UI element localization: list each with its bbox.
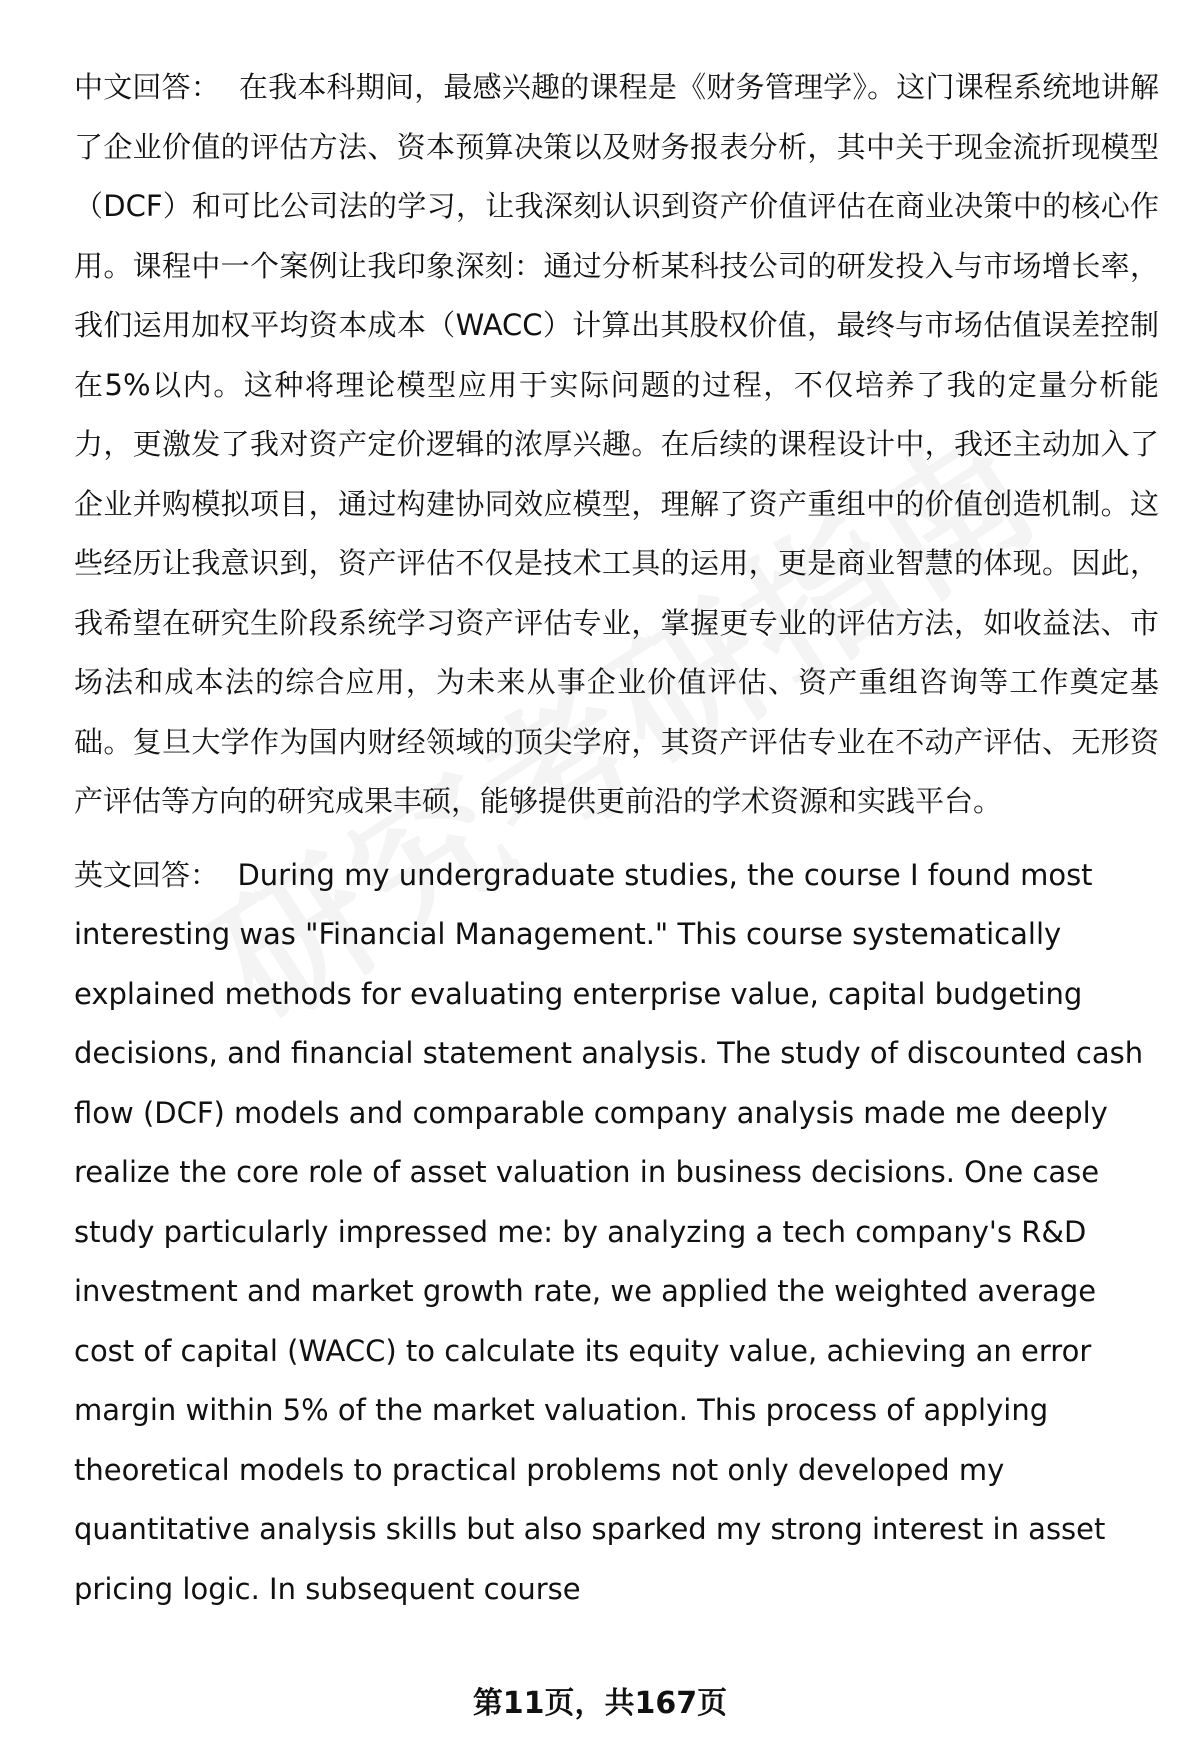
english-answer-paragraph: [74, 846, 1159, 1620]
chinese-answer-paragraph: [74, 58, 1159, 832]
english-answer-text: During my undergraduate studies, the course I found most interesting was "Financial Management." This course systematically explained methods for evaluating enterprise value, capital budgeting decisions, and financial statement analysis. The study of discounted cash flow (DCF) models and comparable company analysis made me deeply realize the core role of asset valuation in business decisions. One case study particularly impressed me: by analyzing a tech company's R&D investment and market growth rate, we applied the weighted average cost of capital (WACC) to calculate its equity value, achieving an error margin within 5% of the market valuation. This process of applying theoretical models to practical problems not only developed my quantitative analysis skills but also sparked my strong interest in asset pricing logic. In subsequent course: [74, 857, 1153, 1606]
page-footer: 第11页，共167页: [472, 1686, 728, 1721]
english-answer-label: 英文回答：: [74, 857, 220, 892]
document-body: [74, 58, 1159, 1619]
chinese-answer-label: 中文回答：: [74, 70, 221, 104]
chinese-answer-text: 在我本科期间，最感兴趣的课程是《财务管理学》。这门课程系统地讲解了企业价值的评估方法、资本预算决策以及财务报表分析，其中关于现金流折现模型（DCF）和可比公司法的学习，让我深刻认识到资产价值评估在商业决策中的核心作用。课程中一个案例让我印象深刻：通过分析某科技公司的研发投入与市场增长率，我们运用加权平均资本成本（WACC）计算出其股权价值，最终与市场估值误差控制在5%以内。这种将理论模型应用于实际问题的过程，不仅培养了我的定量分析能力，更激发了我对资产定价逻辑的浓厚兴趣。在后续的课程设计中，我还主动加入了企业并购模拟项目，通过构建协同效应模型，理解了资产重组中的价值创造机制。这些经历让我意识到，资产评估不仅是技术工具的运用，更是商业智慧的体现。因此，我希望在研究生阶段系统学习资产评估专业，掌握更专业的评估方法，如收益法、市场法和成本法的综合应用，为未来从事企业价值评估、资产重组咨询等工作奠定基础。复旦大学作为国内财经领域的顶尖学府，其资产评估专业在不动产评估、无形资产评估等方向的研究成果丰硕，能够提供更前沿的学术资源和实践平台。: [74, 70, 1159, 818]
